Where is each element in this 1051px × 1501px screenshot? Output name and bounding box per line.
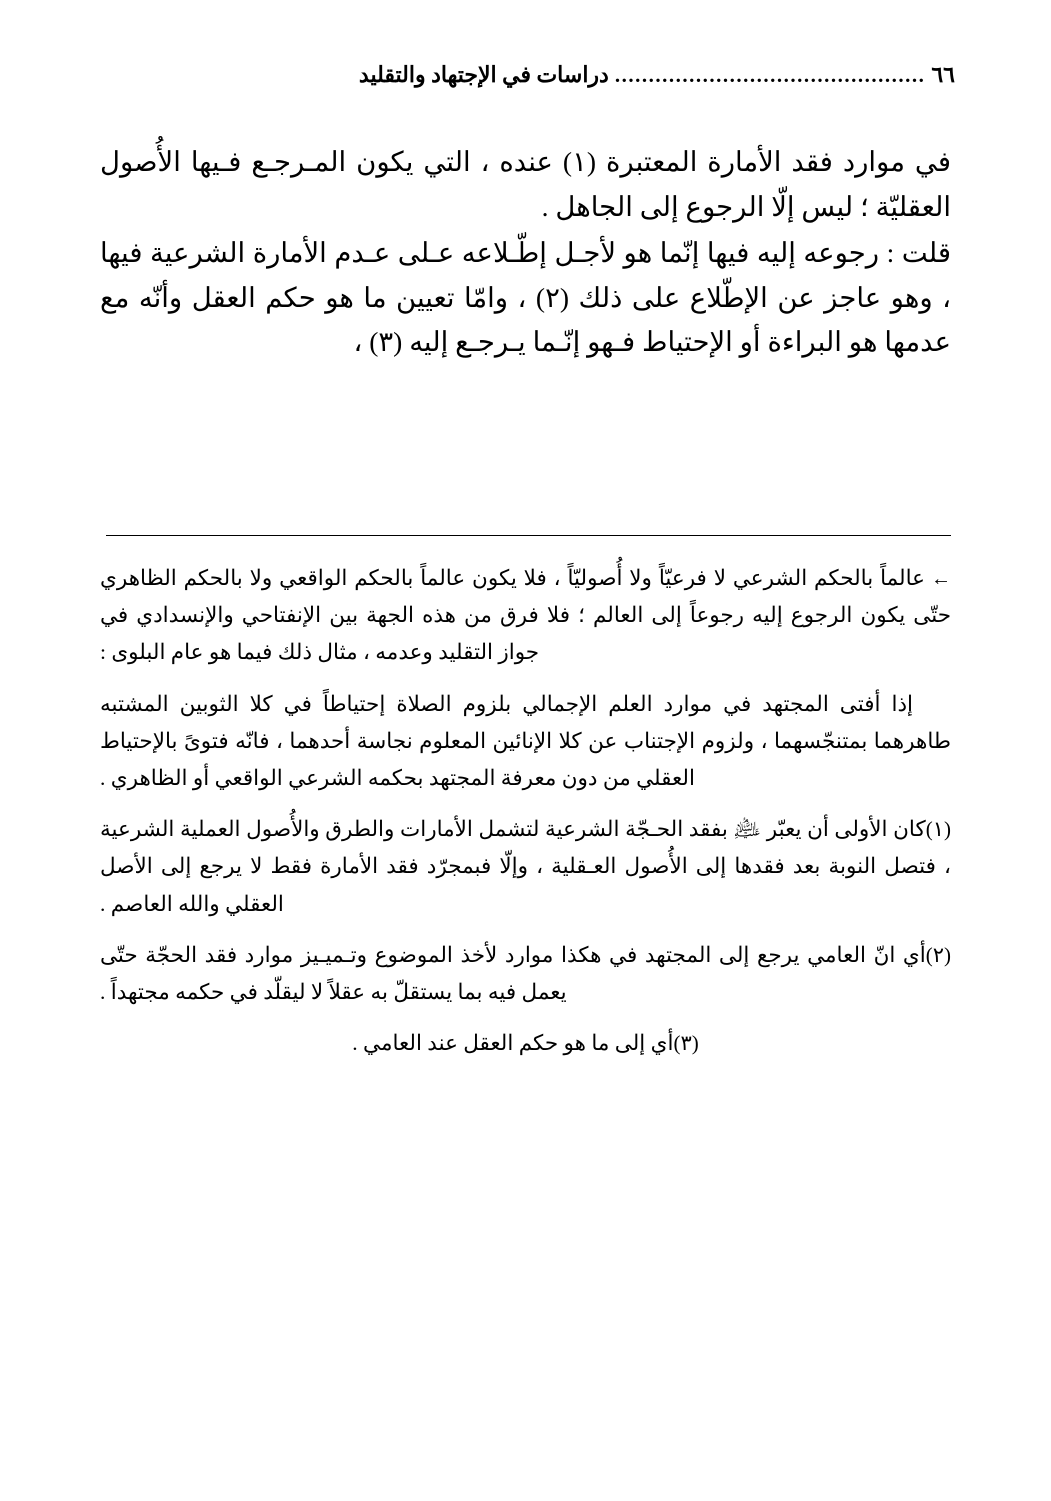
page-number: ٦٦ (931, 62, 955, 87)
header-dot-leader: .............................................. (614, 63, 926, 87)
footnote-text: أي انّ العامي يرجع إلى المجتهد في هكذا موارد لأخذ الموضوع وتـميـيز موارد فقد الحجّة حتّى يعمل فيه بما يستقلّ به عقلاً لا ليقلّد في حكمه مجتهداً . (100, 942, 926, 1004)
footnote-text: أي إلى ما هو حكم العقل عند العامي . (352, 1031, 674, 1056)
footnote-marker: (٣) (673, 1031, 699, 1056)
footnote-marker: (١) (925, 817, 951, 842)
footnote-paragraph (100, 686, 951, 798)
page-header (96, 62, 955, 88)
footnote-divider (106, 535, 951, 536)
book-title: دراسات في الإجتهاد والتقليد (358, 62, 609, 87)
footnote-item (100, 811, 951, 923)
footnote-item (100, 937, 951, 1011)
footnote-text: عالماً بالحكم الشرعي لا فرعيّاً ولا أُصوليّاً ، فلا يكون عالماً بالحكم الواقعي ولا بالحكم الظاهري حتّى يكون الرجوع إليه رجوعاً إلى العالم ؛ فلا فرق من هذه الجهة بين الإنفتاحي والإنسدادي في جواز التقليد وعدمه ، مثال ذلك فيما هو عام البلوى : (100, 566, 951, 665)
footnote-marker: (٢) (925, 942, 951, 967)
body-paragraph: قلت : رجوعه إليه فيها إنّما هو لأجـل إطّـلاعه عـلى عـدم الأمارة الشرعية فيها ، وهو عاجز عن الإطّلاع على ذلك (٢) ، وامّا تعيين ما هو حكم العقل وأنّه مع عدمها هو البراءة أو الإحتياط فـهو إنّـما يـرجـع إليه (٣) ، (100, 237, 952, 358)
body-paragraph: في موارد فقد الأمارة المعتبرة (١) عنده ، التي يكون المـرجـع فـيها الأُصول العقليّة ؛ ليس إلّا الرجوع إلى الجاهل . (100, 146, 951, 222)
footnote-section (100, 560, 951, 1076)
footnote-continuation (100, 560, 951, 672)
footnote-item (100, 1025, 951, 1062)
main-body (100, 140, 951, 367)
footnote-text: كان الأولى أن يعبّر ﵇ بفقد الحـجّة الشرعية لتشمل الأمارات والطرق والأُصول العملية الشرعية ، فتصل النوبة بعد فقدها إلى الأُصول العـقلية ، وإلّا فبمجرّد فقد الأمارة فقط لا يرجع إلى الأصل العقلي والله العاصم . (100, 817, 951, 916)
footnote-text: إذا أفتى المجتهد في موارد العلم الإجمالي بلزوم الصلاة إحتياطاً في كلا الثوبين المشتبه طاهرهما بمتنجّسهما ، ولزوم الإجتناب عن كلا الإنائين المعلوم نجاسة أحدهما ، فانّه فتوىً بالإحتياط العقلي من دون معرفة المجتهد بحكمه الشرعي الواقعي أو الظاهري . (100, 691, 951, 790)
arrow-icon: ← (931, 568, 951, 590)
